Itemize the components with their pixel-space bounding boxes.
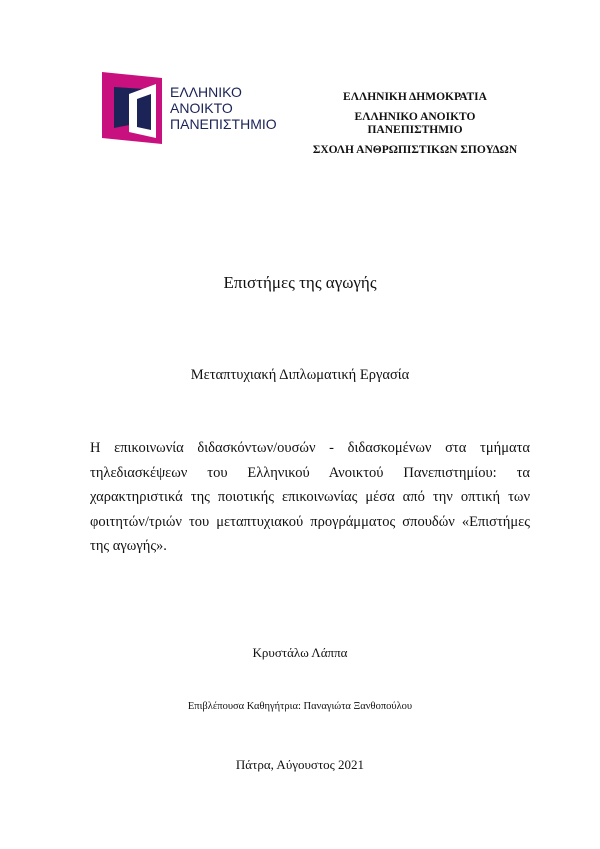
- institution-header: [300, 91, 530, 157]
- logo-line: ΑΝΟΙΚΤΟ: [170, 100, 233, 116]
- logo-line: ΠΑΝΕΠΙΣΤΗΜΙΟ: [170, 116, 277, 132]
- republic-label: ΕΛΛΗΝΙΚΗ ΔΗΜΟΚΡΑΤΙΑ: [343, 91, 487, 103]
- university-name-line1: ΕΛΛΗΝΙΚΟ ΑΝΟΙΚΤΟ: [354, 110, 476, 123]
- logo-wordmark: [170, 84, 277, 132]
- thesis-title: Η επικοινωνία διδασκόντων/ουσών - διδασκομένων στα τμήματα τηλεδιασκέψεων του Ελληνικού Ανοικτού Πανεπιστημίου: τα χαρακτηριστικά της ποιοτικής επικοινωνίας μέσα από την οπτική των φοιτητών/τριών του μεταπτυχιακού προγράμματος σπουδών «Επιστήμες της αγωγής».: [90, 440, 530, 554]
- thesis-type: Μεταπτυχιακή Διπλωματική Εργασία: [190, 367, 410, 383]
- school-name: ΣΧΟΛΗ ΑΝΘΡΩΠΙΣΤΙΚΩΝ ΣΠΟΥΔΩΝ: [312, 143, 518, 156]
- university-name-line2: ΠΑΝΕΠΙΣΤΗΜΙΟ: [367, 124, 463, 136]
- eap-logo-icon: [98, 72, 166, 144]
- author-name: Κρυστάλω Λάππα: [252, 645, 348, 660]
- place-date: Πάτρα, Αύγουστος 2021: [235, 757, 365, 772]
- logo-line: ΕΛΛΗΝΙΚΟ: [170, 84, 242, 100]
- university-logo: [98, 72, 288, 144]
- supervisor: Επιβλέπουσα Καθηγήτρια: Παναγιώτα Ξανθοπούλου: [187, 701, 413, 712]
- program-title: Επιστήμες της αγωγής: [223, 273, 377, 292]
